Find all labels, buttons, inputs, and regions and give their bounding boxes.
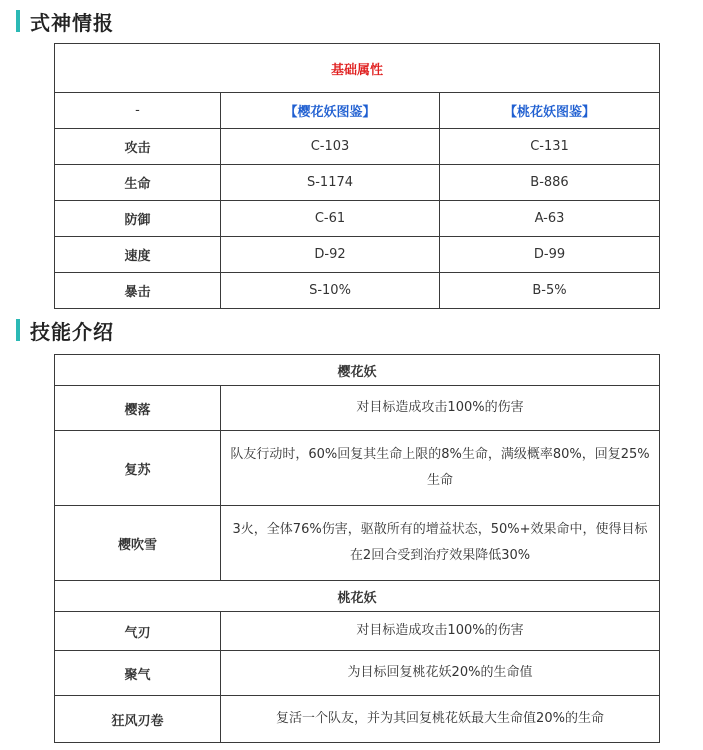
row-label: 速度 [55,237,221,273]
table-row [55,237,660,273]
section-title: 式神情报 [30,10,114,35]
sakura-value: D-92 [221,237,440,273]
skill-group-title: 桃花妖 [55,581,660,612]
section-title: 技能介绍 [30,319,114,344]
skill-name: 狂风刃卷 [55,696,221,743]
row-label: 防御 [55,201,221,237]
skill-group-row [55,581,660,612]
sakura-value: C-61 [221,201,440,237]
skill-description: 3火，全体76%伤害，驱散所有的增益状态，50%+效果命中，使得目标在2回合受到治疗效果降低30% [221,506,660,581]
sakura-value: S-10% [221,273,440,309]
peach-value: B-5% [440,273,660,309]
corner-cell: - [55,93,221,129]
attributes-title: 基础属性 [55,44,660,93]
skills-table [54,354,660,743]
skill-row [55,506,660,581]
skill-row [55,612,660,651]
sakura-value: S-1174 [221,165,440,201]
peach-value: D-99 [440,237,660,273]
row-label: 攻击 [55,129,221,165]
table-row [55,201,660,237]
skill-description: 复活一个队友，并为其回复桃花妖最大生命值20%的生命 [221,696,660,743]
section-heading-shikigami-info [16,9,114,33]
table-title-row [55,44,660,93]
skill-row [55,651,660,696]
skill-row [55,386,660,431]
skill-name: 樱落 [55,386,221,431]
peach-value: B-886 [440,165,660,201]
peach-guide-link[interactable]: 【桃花妖图鉴】 [440,93,660,129]
heading-accent-bar [16,10,20,32]
skill-description: 队友行动时，60%回复其生命上限的8%生命，满级概率80%，回复25%生命 [221,431,660,506]
skill-description: 对目标造成攻击100%的伤害 [221,386,660,431]
skill-group-row [55,355,660,386]
table-row [55,165,660,201]
sakura-value: C-103 [221,129,440,165]
peach-value: A-63 [440,201,660,237]
row-label: 生命 [55,165,221,201]
table-header-row [55,93,660,129]
section-heading-skill-intro [16,318,114,342]
skill-row [55,696,660,743]
heading-accent-bar [16,319,20,341]
table-row [55,273,660,309]
skill-row [55,431,660,506]
skill-description: 对目标造成攻击100%的伤害 [221,612,660,651]
sakura-guide-link[interactable]: 【樱花妖图鉴】 [221,93,440,129]
skill-name: 复苏 [55,431,221,506]
row-label: 暴击 [55,273,221,309]
skill-description: 为目标回复桃花妖20%的生命值 [221,651,660,696]
attributes-table [54,43,660,309]
skill-group-title: 樱花妖 [55,355,660,386]
table-row [55,129,660,165]
skill-name: 气刃 [55,612,221,651]
peach-value: C-131 [440,129,660,165]
skill-name: 樱吹雪 [55,506,221,581]
skill-name: 聚气 [55,651,221,696]
